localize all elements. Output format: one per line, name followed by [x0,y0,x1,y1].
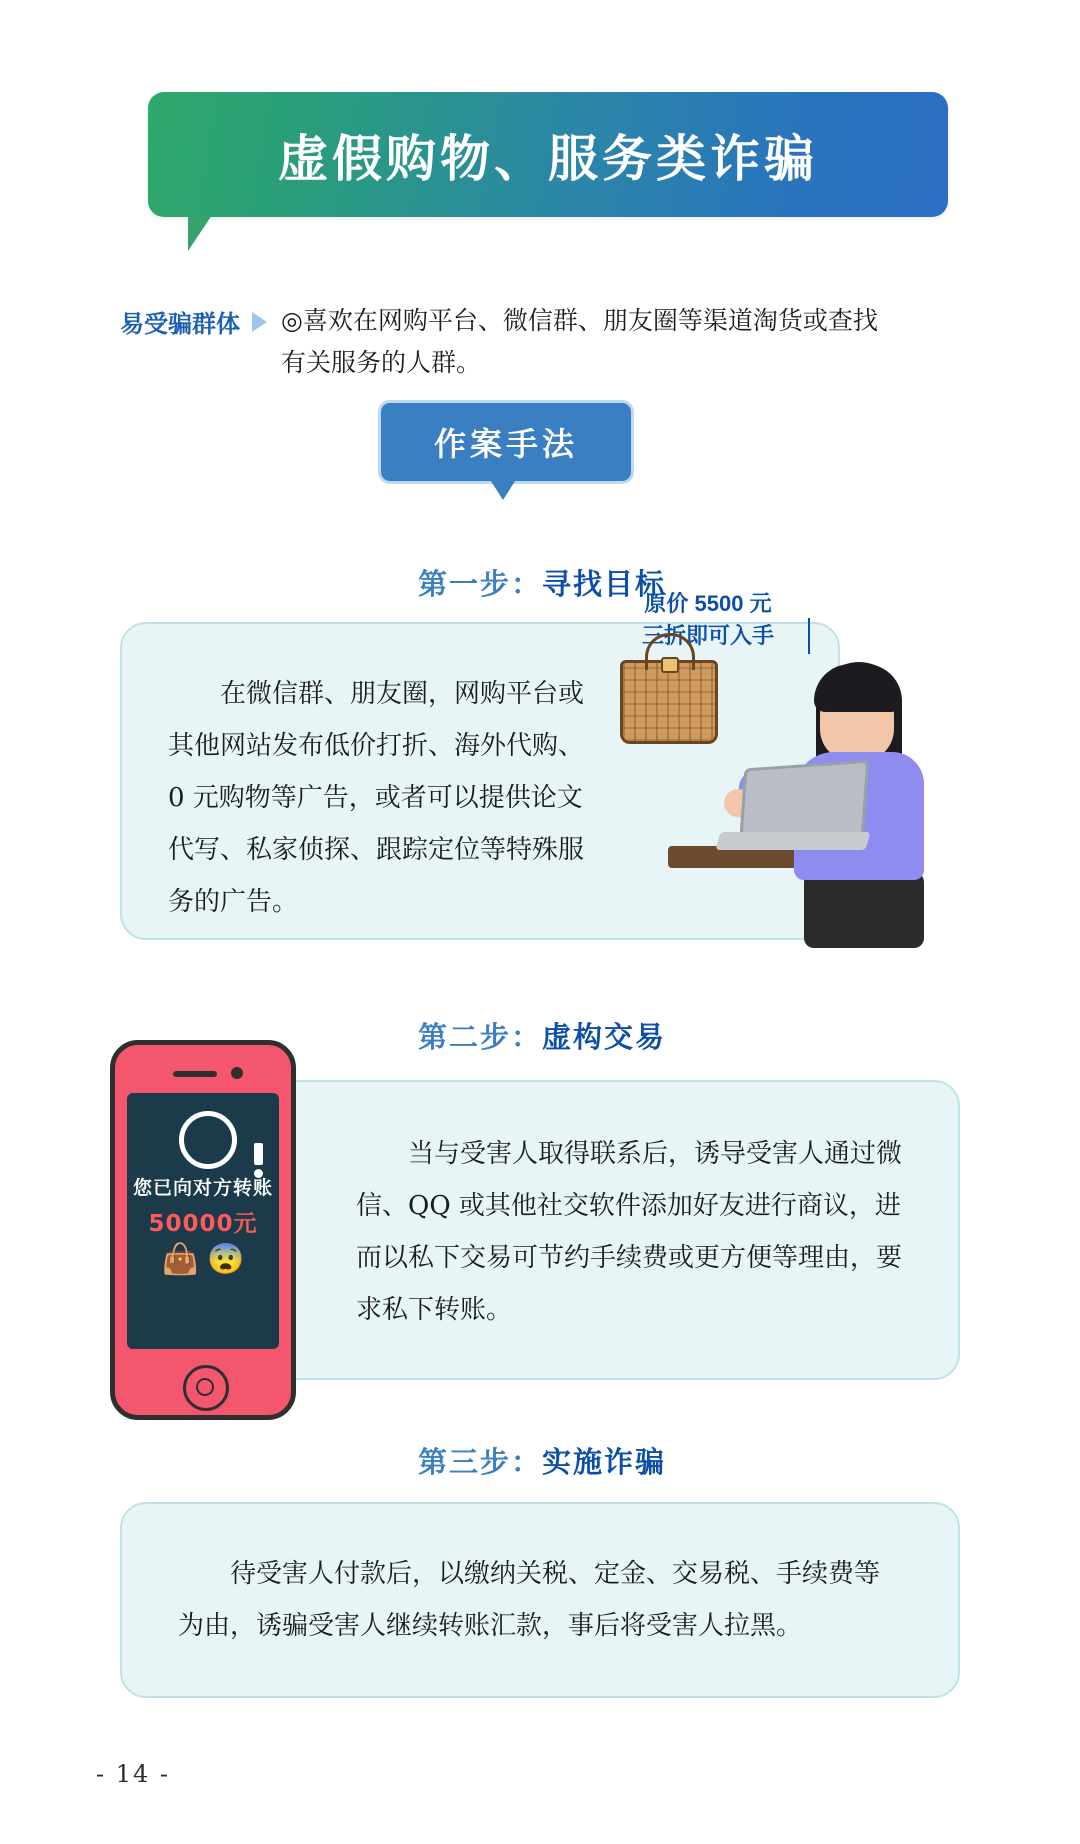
price-line-1: 原价 5500 元 [644,591,772,616]
person-legs-shape [804,872,924,948]
victim-group-text: ◎喜欢在网购平台、微信群、朋友圈等渠道淘货或查找有关服务的人群。 [281,306,878,377]
step-2-heading [418,1015,666,1056]
method-badge-tail-shape [489,478,517,500]
woman-at-laptop-icon [708,656,958,946]
step-3-content-box [120,1502,960,1698]
phone-screen [127,1093,279,1349]
page-number: - 14 - [96,1760,171,1788]
step-2-content-box [248,1080,960,1380]
victim-group-row [120,300,960,384]
method-badge-label: 作案手法 [433,425,578,463]
step-3-title: 实施诈骗 [542,1445,667,1479]
step-2-body: 当与受害人取得联系后，诱导受害人通过微信、QQ 或其他社交软件添加好友进行商议，进而以私下交易可节约手续费或更方便等理由，要求私下转账。 [356,1139,903,1325]
laptop-base-shape [715,832,870,850]
phone-emoji-row [127,1243,279,1277]
page-title: 虚假购物、服务类诈骗 [278,128,818,188]
alert-bang-shape [254,1143,263,1165]
step-1-title: 寻找目标 [542,567,667,601]
exclamation-alert-icon [179,1111,237,1169]
home-button-icon [183,1365,229,1411]
price-line-2: 三折即可入手 [642,623,775,648]
smartphone-icon [110,1040,296,1420]
step-2-title: 虚构交易 [542,1020,667,1054]
triangle-right-icon [252,312,267,332]
phone-speaker-shape [173,1071,217,1077]
title-banner-wrap [148,92,948,217]
step-1-illustration [600,588,960,948]
phone-message-line-1: 您已向对方转账 [132,1177,273,1199]
step-2-number: 第二步： [418,1020,543,1054]
handbag-clasp-icon [661,657,679,673]
step-3-body: 待受害人付款后，以缴纳关税、定金、交易税、手续费等为由，诱骗受害人继续转账汇款，事后将受害人拉黑。 [178,1559,881,1641]
method-badge [378,400,634,484]
handbag-emoji-icon: 👜 [161,1243,199,1276]
person-hair-top-shape [814,664,902,712]
step-3-number: 第三步： [418,1445,543,1479]
step-1-body: 在微信群、朋友圈，网购平台或其他网站发布低价打折、海外代购、0 元购物等广告，或者可以提供论文代写、私家侦探、跟踪定位等特殊服务的广告。 [168,679,585,917]
step-3-heading [418,1440,666,1481]
banner-tail-shape [188,215,238,251]
step-1-number: 第一步： [418,567,543,601]
victim-group-label: 易受骗群体 [120,309,240,338]
phone-message-amount: 50000元 [148,1211,258,1237]
phone-camera-shape [231,1067,243,1079]
handbag-weave-texture [623,663,715,741]
handbag-icon [620,660,718,744]
method-badge-wrap [378,400,628,484]
title-banner [148,92,948,217]
price-tag-pointer-line [808,618,810,654]
shocked-face-emoji-icon: 😨 [207,1243,245,1276]
